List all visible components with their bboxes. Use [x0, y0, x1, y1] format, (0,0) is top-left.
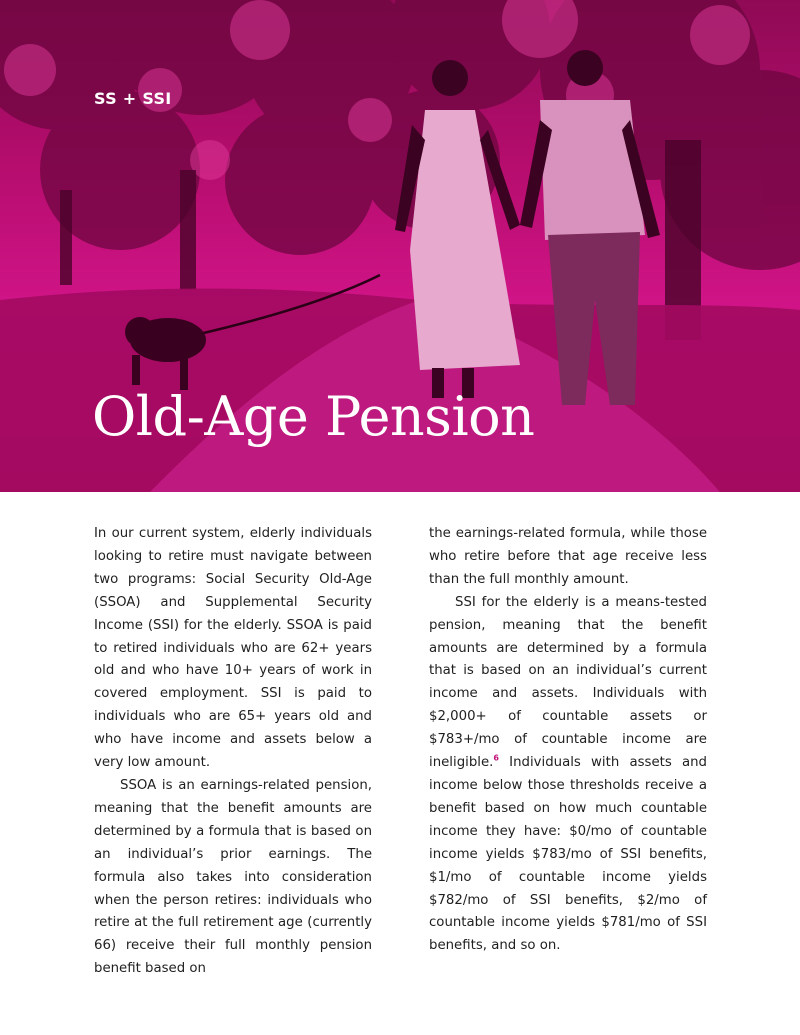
paragraph-ssoa-continuation: the earnings-related formula, while those who retire before that age receive less than the full monthly amount. — [429, 526, 707, 587]
page-title: Old-Age Pension — [92, 385, 535, 448]
ssi-text-after-note: Individuals with assets and income below those thresholds receive a benefit based on how much countable income they have: $0/mo of countable income yields $783/mo of SSI benefits, $1/mo of countable income yields $782/mo of SSI benefits, $2/mo of countable income yields $781/mo of SSI benefits, and so on. — [429, 755, 707, 954]
paragraph-ssoa-formula: SSOA is an earnings-related pension, meaning that the benefit amounts are determined by a formula that is based on an individual’s prior earnings. The formula also takes into consideration when the person retires: individuals who retire at the full retirement age (currently 66) receive their full monthly pension benefit based on — [94, 777, 372, 977]
hero-photo — [0, 0, 800, 492]
article-right-column — [429, 523, 707, 958]
article-left-column — [94, 523, 372, 981]
section-kicker: SS + SSI — [94, 89, 172, 108]
paragraph-ssi-means-tested — [429, 592, 707, 959]
footnote-marker[interactable]: 6 — [493, 753, 499, 763]
paragraph-programs-overview: In our current system, elderly individuals looking to retire must navigate between two programs: Social Security Old-Age (SSOA) and Supplemental Security Income (SSI) for the elderly. SSOA is paid to retired individuals who are 62+ years old and who have 10+ years of work in covered employment. SSI is paid to individuals who are 65+ years old and who have income and assets below a very low amount. — [94, 526, 372, 771]
ssi-text-before-note: SSI for the elderly is a means-tested pension, meaning that the benefit amounts are determined by a formula that is based on an individual’s current income and assets. Individuals with $2,000+ of countable assets or $783+/mo of countable income are ineligible. — [429, 594, 707, 771]
